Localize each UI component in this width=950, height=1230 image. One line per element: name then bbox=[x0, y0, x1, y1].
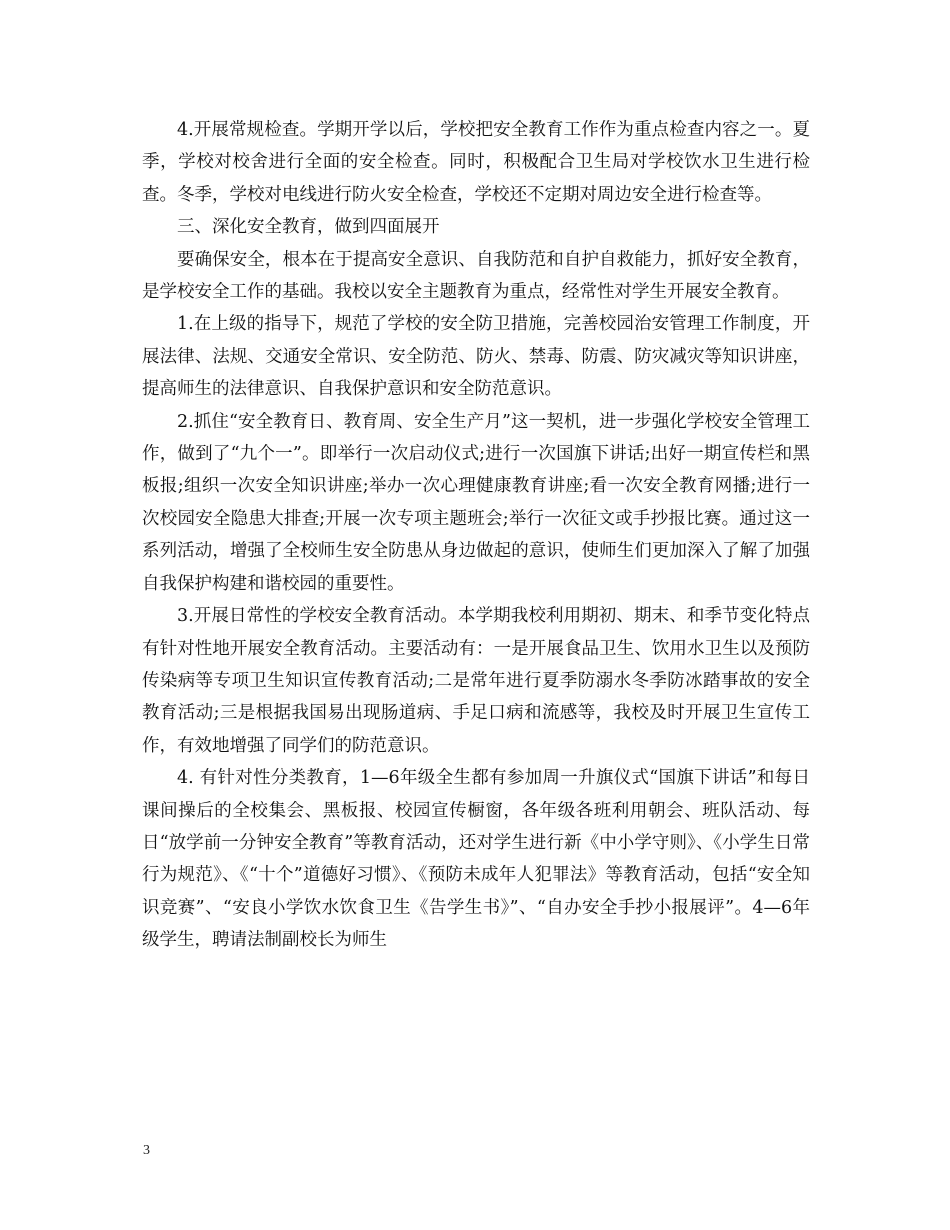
paragraph-routine-inspection: 4.开展常规检查。学期开学以后，学校把安全教育工作作为重点检查内容之一。夏季，学校对校舍进行全面的安全检查。同时，积极配合卫生局对学校饮水卫生进行检查。冬季，学校对电线进行防火安全检查，学校还不定期对周边安全进行检查等。 bbox=[142, 120, 810, 205]
document-body bbox=[142, 114, 810, 957]
paragraph-item-1-safety-measures: 1.在上级的指导下，规范了学校的安全防卫措施，完善校园治安管理工作制度，开展法律、法规、交通安全常识、安全防范、防火、禁毒、防震、防灾减灾等知识讲座，提高师生的法律意识、自我保护意识和安全防范意识。 bbox=[142, 314, 810, 400]
page-number: 3 bbox=[143, 1143, 150, 1158]
paragraph-safety-awareness: 要确保安全，根本在于提高安全意识、自我防范和自护自救能力，抓好安全教育，是学校安全工作的基础。我校以安全主题教育为重点，经常性对学生开展安全教育。 bbox=[142, 249, 810, 303]
paragraph-item-2-nine-ones: 2.抓住“安全教育日、教育周、安全生产月”这一契机，进一步强化学校安全管理工作，做到了“九个一”。即举行一次启动仪式;进行一次国旗下讲话;出好一期宣传栏和黑板报;组织一次安全知识讲座;举办一次心理健康教育讲座;看一次安全教育网播;进行一次校园安全隐患大排查;开展一次专项主题班会;举行一次征文或手抄报比赛。通过这一系列活动，增强了全校师生安全防患从身边做起的意识，使师生们更加深入了解了加强自我保护构建和谐校园的重要性。 bbox=[142, 411, 810, 594]
paragraph-item-4-targeted-education: 4. 有针对性分类教育，1—6年级全生都有参加周一升旗仪式“国旗下讲话”和每日课间操后的全校集会、黑板报、校园宣传橱窗，各年级各班利用朝会、班队活动、每日“放学前一分钟安全教育”等教育活动，还对学生进行新《中小学守则》、《小学生日常行为规范》、《“十个”道德好习惯》、《预防未成年人犯罪法》等教育活动，包括“安全知识竞赛”、“安良小学饮水饮食卫生《告学生书》”、“自办安全手抄小报展评”。4—6年级学生，聘请法制副校长为师生 bbox=[142, 768, 810, 951]
paragraph-item-3-daily-activities: 3.开展日常性的学校安全教育活动。本学期我校利用期初、期末、和季节变化特点有针对性地开展安全教育活动。主要活动有：一是开展食品卫生、饮用水卫生以及预防传染病等专项卫生知识宣传教育活动;二是常年进行夏季防溺水冬季防冰踏事故的安全教育活动;三是根据我国易出现肠道病、手足口病和流感等，我校及时开展卫生宣传工作，有效地增强了同学们的防范意识。 bbox=[142, 606, 810, 756]
section-heading-deepen-safety-education: 三、深化安全教育，做到四面展开 bbox=[177, 217, 440, 238]
